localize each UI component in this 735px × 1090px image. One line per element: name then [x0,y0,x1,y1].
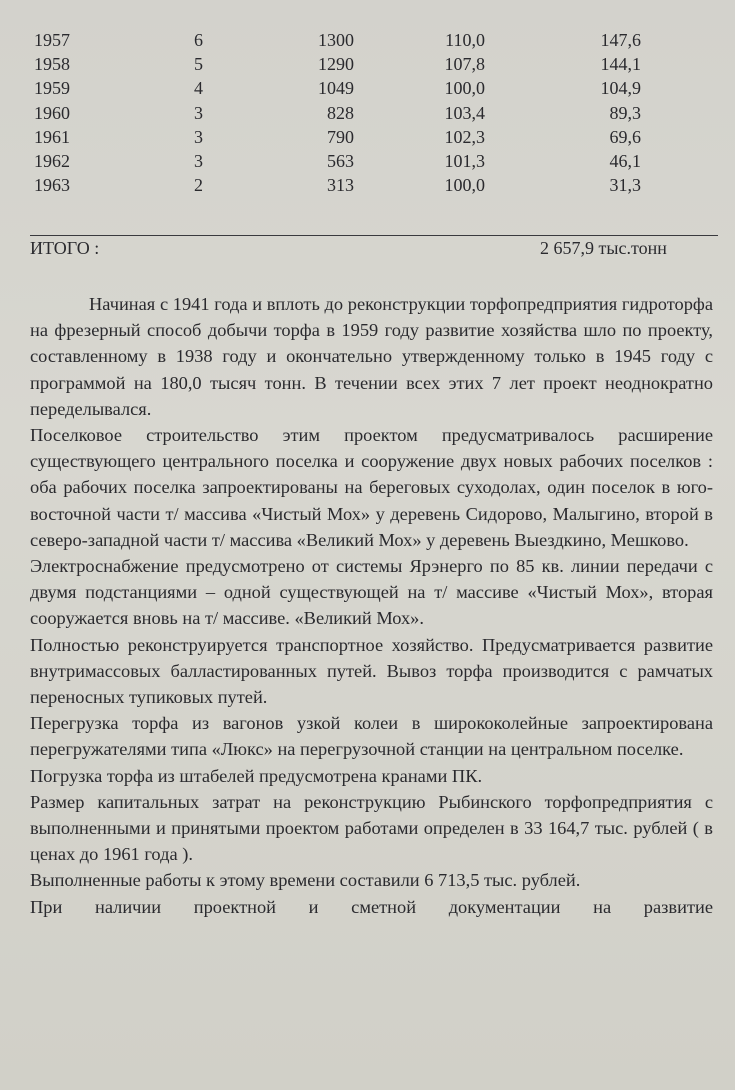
cell-percent: 103,4 [444,102,485,123]
cell-count: 3 [194,151,203,172]
cell-volume: 1300 [318,30,354,50]
paragraph-transport: Полностью реконструируется транспортное хозяйство. Предусматривается развитие внутримассовых балластированных путей. Вывоз торфа производится с рамчатых переносных тупиковых путей. [30,634,713,708]
cell-year: 1963 [34,175,70,196]
total-divider [30,235,718,236]
cell-percent: 110,0 [445,30,485,50]
total-value: 2 657,9 тыс.тонн [540,238,667,258]
cell-volume: 313 [327,175,354,196]
cell-last: 89,3 [609,102,641,123]
table-row [34,149,641,173]
table-row [34,52,641,76]
paragraph-capital-costs: Размер капитальных затрат на реконструкцию Рыбинского торфопредприятия с выполненными и принятыми проектом работами определен в 33 164,7 тыс. рублей ( в ценах до 1961 года ). [30,791,713,865]
paragraph-completed-works: Выполненные работы к этому времени составили 6 713,5 тыс. рублей. [30,870,581,891]
paragraph-power-supply: Электроснабжение предусмотрено от системы Ярэнерго по 85 кв. линии передачи с двумя подстанциями – одной существующей на т/ массиве «Чистый Мох», вторая сооружается вновь на т/ массиве. «Великий Мох». [30,556,713,629]
cell-count: 3 [194,102,203,123]
cell-percent: 102,3 [444,126,485,147]
cell-year: 1959 [34,78,70,99]
cell-volume: 1290 [318,54,354,75]
paragraph-settlements: Поселковое строительство этим проектом предусматривалось расширение существующего центрального поселка и сооружение двух новых рабочих поселков : оба рабочих поселка запроектированы на береговых суходолах, один поселок в юго-восточной части т/ массива «Чистый Мох» у деревень Сидорово, Малыгино, второй в северо-западной части т/ массива «Великий Мох» у деревень Выездкино, Мешково. [30,425,713,550]
cell-volume: 563 [327,151,354,172]
total-label: ИТОГО : [30,238,100,258]
cell-volume: 790 [327,126,354,147]
table-row [34,125,641,149]
cell-year: 1961 [34,126,70,147]
cell-last: 147,6 [600,30,641,50]
cell-last: 144,1 [600,54,641,75]
cell-year: 1960 [34,102,70,123]
body-text [30,291,713,920]
cell-last: 31,3 [609,175,641,196]
cell-count: 4 [194,78,203,99]
production-table-body [34,28,641,197]
paragraph-documentation: При наличии проектной и сметной документации на развитие [30,896,713,917]
cell-percent: 107,8 [444,54,485,75]
cell-last: 69,6 [609,126,641,147]
cell-count: 6 [194,30,203,50]
cell-percent: 100,0 [444,175,485,196]
paragraph-loading: Погрузка торфа из штабелей предусмотрена кранами ПК. [30,765,483,786]
table-row [34,101,641,125]
cell-count: 2 [194,175,203,196]
paragraph-transshipment: Перегрузка торфа из вагонов узкой колеи в ширококолейные запроектирована перегружателями типа «Люкс» на перегрузочной станции на центральном поселке. [30,713,713,760]
cell-volume: 1049 [318,78,354,99]
cell-count: 3 [194,126,203,147]
cell-last: 46,1 [609,151,641,172]
paragraph-reconstruction: Начиная с 1941 года и вплоть до реконструкции торфопредприятия гидроторфа на фрезерный способ добычи торфа в 1959 году развитие хозяйства шло по проекту, составленному в 1938 году и окончательно утвержденному только в 1945 году с программой на 180,0 тысяч тонн. В течении всех этих 7 лет проект неоднократно переделывался. [30,294,713,419]
cell-year: 1958 [34,54,70,75]
cell-year: 1962 [34,151,70,172]
cell-count: 5 [194,54,203,75]
production-table [34,28,641,197]
table-row [34,173,641,197]
table-row [34,76,641,100]
cell-last: 104,9 [600,78,641,99]
cell-percent: 100,0 [444,78,485,99]
table-row [34,28,641,52]
cell-volume: 828 [327,102,354,123]
cell-percent: 101,3 [444,151,485,172]
cell-year: 1957 [34,30,70,50]
